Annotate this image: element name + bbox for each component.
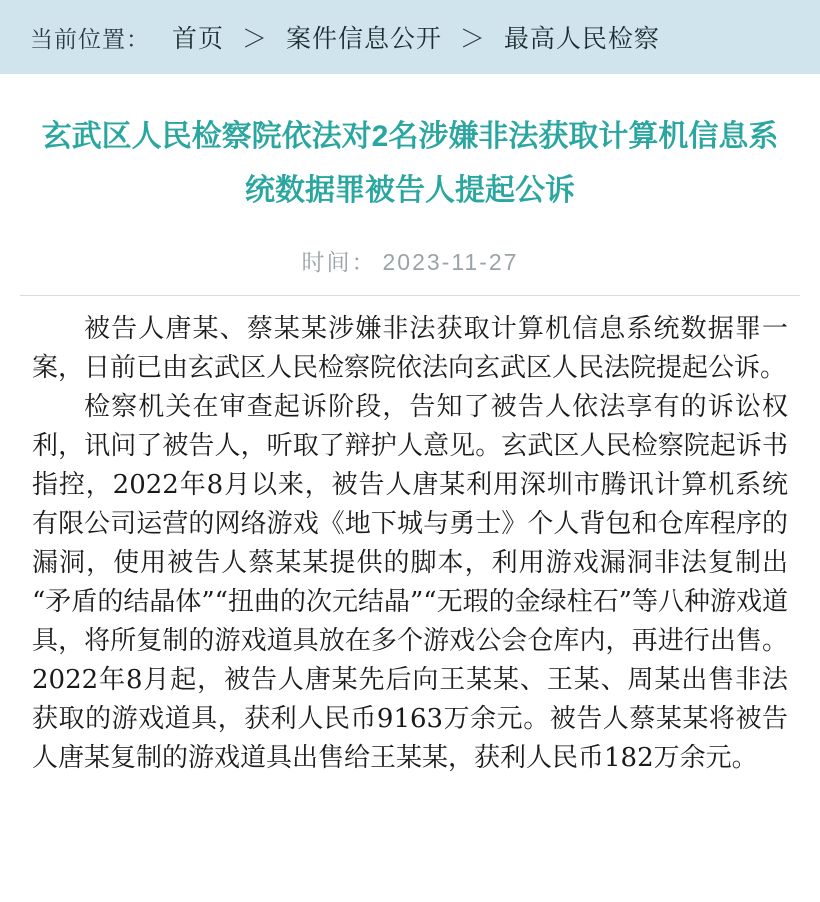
breadcrumb-item-supreme-procuratorate[interactable]: 最高人民检察 [503, 25, 660, 53]
article-paragraph: 被告人唐某、蔡某某涉嫌非法获取计算机信息系统数据罪一案，日前已由玄武区人民检察院依法向玄武区人民法院提起公诉。 [32, 314, 788, 383]
article-meta [20, 244, 800, 277]
publish-time-value: 2023-11-27 [382, 249, 519, 275]
page-title: 玄武区人民检察院依法对2名涉嫌非法获取计算机信息系统数据罪被告人提起公诉 [41, 120, 779, 207]
article [0, 110, 820, 778]
publish-time-label: 时间： [301, 249, 377, 275]
breadcrumb-separator-icon: ＞ [241, 25, 268, 53]
article-body [20, 310, 800, 778]
breadcrumb-item-case-info[interactable]: 案件信息公开 [285, 25, 442, 53]
section-divider [20, 295, 800, 296]
article-paragraph: 检察机关在审查起诉阶段，告知了被告人依法享有的诉讼权利，讯问了被告人，听取了辩护人意见。玄武区人民检察院起诉书指控，2022年8月以来，被告人唐某利用深圳市腾讯计算机系统有限公司运营的网络游戏《地下城与勇士》个人背包和仓库程序的漏洞，使用被告人蔡某某提供的脚本，利用游戏漏洞非法复制出“矛盾的结晶体”“扭曲的次元结晶”“无瑕的金绿柱石”等八种游戏道具，将所复制的游戏道具放在多个游戏公会仓库内，再进行出售。2022年8月起，被告人唐某先后向王某某、王某、周某出售非法获取的游戏道具，获利人民币9163万余元。被告人蔡某某将被告人唐某复制的游戏道具出售给王某某，获利人民币182万余元。 [32, 392, 788, 773]
breadcrumb [172, 19, 660, 55]
breadcrumb-bar [0, 0, 820, 74]
breadcrumb-item-home[interactable]: 首页 [172, 25, 225, 53]
breadcrumb-label: 当前位置： [30, 25, 150, 52]
breadcrumb-separator-icon: ＞ [459, 25, 486, 53]
